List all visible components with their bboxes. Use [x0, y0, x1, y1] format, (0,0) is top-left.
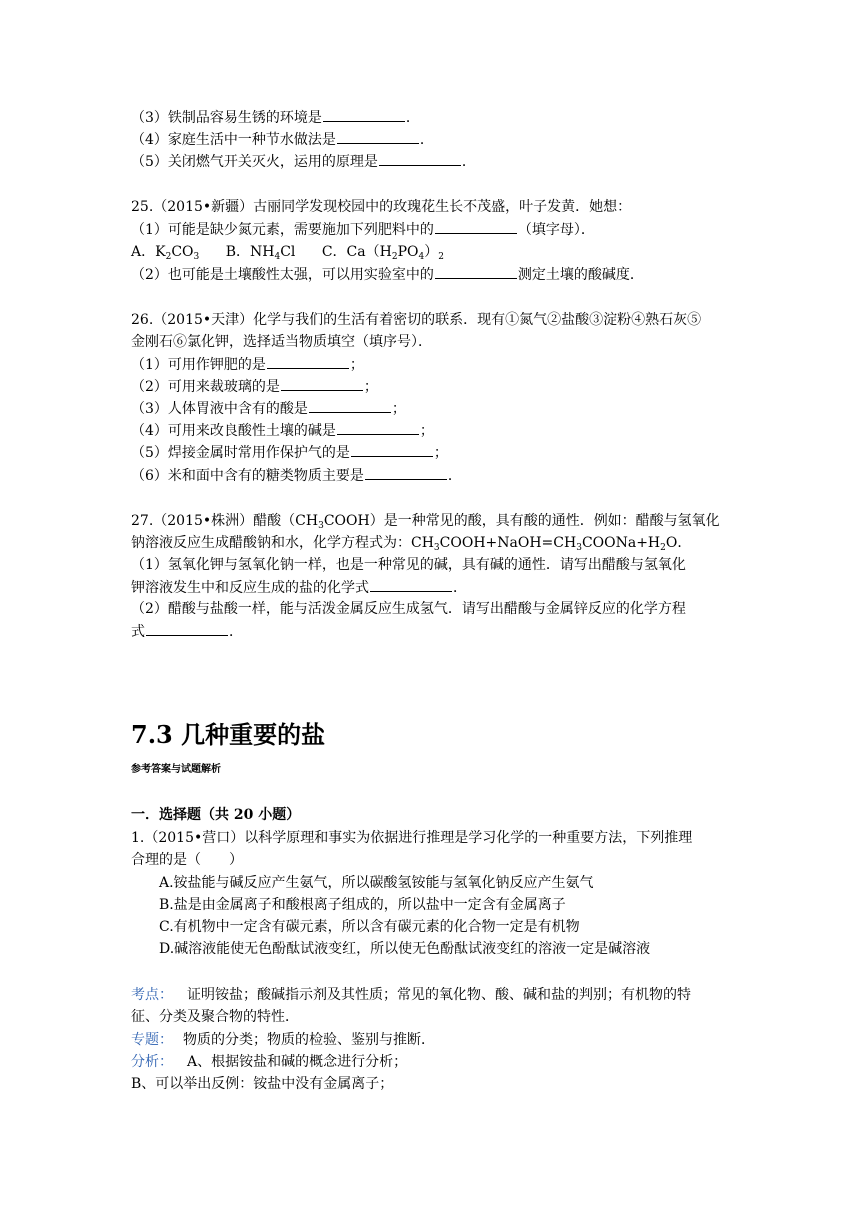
kaodian-label: 考点： [131, 987, 173, 1003]
option-a: A.铵盐能与碱反应产生氨气，所以碳酸氢铵能与氢氧化钠反应产生氨气 [159, 875, 594, 891]
question-line: 式 ． [131, 624, 243, 640]
question-line: （3）铁制品容易生锈的环境是 ． [131, 110, 420, 126]
question-line: （2）可用来裁玻璃的是 ； [131, 379, 378, 395]
option-c: C.有机物中一定含有碳元素，所以含有碳元素的化合物一定是有机物 [159, 919, 580, 935]
answer-blank[interactable] [337, 421, 419, 435]
answer-blank[interactable] [435, 265, 517, 279]
answer-blank[interactable] [146, 622, 228, 636]
question-line: （4）可用来改良酸性土壤的碱是 ； [131, 423, 434, 439]
question-line: （4）家庭生活中一种节水做法是 ． [131, 132, 434, 148]
question-line: （1）氢氧化钾与氢氧化钠一样，也是一种常见的碱，具有碱的通性．请写出醋酸与氢氧化 [131, 557, 686, 573]
analysis-line: 分析： A、根据铵盐和碱的概念进行分析； [131, 1054, 408, 1070]
question-line: （3）人体胃液中含有的酸是 ； [131, 401, 406, 417]
answer-blank[interactable] [281, 377, 363, 391]
question-line: （5）关闭燃气开关灭火，运用的原理是 ． [131, 154, 476, 170]
question-line: （6）米和面中含有的糖类物质主要是 ． [131, 468, 462, 484]
question-line: （5）焊接金属时常用作保护气的是 ； [131, 445, 448, 461]
answer-blank[interactable] [267, 355, 349, 369]
answer-blank[interactable] [309, 399, 391, 413]
question-line: （1）可用作钾肥的是 ； [131, 357, 364, 373]
page-subtitle: 参考答案与试题解析 [131, 764, 221, 775]
page-title: 7.3 几种重要的盐 [131, 720, 326, 749]
option-b: B.盐是由金属离子和酸根离子组成的，所以盐中一定含有金属离子 [159, 897, 566, 913]
option-d: D.碱溶液能使无色酚酞试液变红，所以使无色酚酞试液变红的溶液一定是碱溶液 [159, 941, 651, 957]
question-26-stem: 金刚石⑥氯化钾，选择适当物质填空（填序号）． [131, 334, 432, 350]
analysis-line: 征、分类及聚合物的特性． [131, 1009, 299, 1025]
analysis-line: B、可以举出反例：铵盐中没有金属离子； [131, 1076, 394, 1092]
zhuanti-label: 专题： [131, 1032, 173, 1048]
question-25-options: A．$K_2CO_3$ B．$NH_4Cl$ C．$Ca(H_2PO_4)_2$ [131, 244, 444, 262]
section-heading: 一．选择题（共 20 小题） [131, 807, 301, 823]
analysis-line: 考点： 证明铵盐；酸碱指示剂及其性质；常见的氧化物、酸、碱和盐的判别；有机物的特 [131, 987, 691, 1003]
question-27-stem: 钠溶液反应生成醋酸钠和水，化学方程式为：$CH_3COOH+NaOH=CH_3COONa+H_2O$． [131, 535, 692, 553]
fenxi-label: 分析： [131, 1054, 173, 1070]
question-line: （2）也可能是土壤酸性太强，可以用实验室中的 测定土壤的酸碱度． [131, 267, 644, 283]
answer-blank[interactable] [379, 152, 461, 166]
answer-blank[interactable] [365, 466, 447, 480]
question-line: （2）醋酸与盐酸一样，能与活泼金属反应生成氢气．请写出醋酸与金属锌反应的化学方程 [131, 601, 686, 617]
answer-blank[interactable] [370, 578, 452, 592]
question-27-stem: 27.（2015•株洲）醋酸$(CH_3COOH)$是一种常见的酸，具有酸的通性．例如：醋酸与氢氧化 [131, 513, 720, 531]
question-25-stem: 25.（2015•新疆）古丽同学发现校园中的玫瑰花生长不茂盛，叶子发黄．她想： [131, 199, 632, 215]
question-1-stem: 合理的是（ ） [131, 852, 243, 868]
question-26-stem: 26.（2015•天津）化学与我们的生活有着密切的联系．现有①氮气②盐酸③淀粉④熟石灰⑤ [131, 312, 702, 328]
analysis-line: 专题： 物质的分类；物质的检验、鉴别与推断． [131, 1032, 435, 1048]
question-line: 钾溶液发生中和反应生成的盐的化学式 ． [131, 580, 467, 596]
answer-blank[interactable] [435, 220, 517, 234]
answer-blank[interactable] [323, 108, 405, 122]
question-line: （1）可能是缺少氮元素，需要施加下列肥料中的 （填字母）． [131, 222, 595, 238]
question-1-stem: 1.（2015•营口）以科学原理和事实为依据进行推理是学习化学的一种重要方法，下列推理 [131, 830, 693, 846]
answer-blank[interactable] [337, 130, 419, 144]
answer-blank[interactable] [351, 443, 433, 457]
